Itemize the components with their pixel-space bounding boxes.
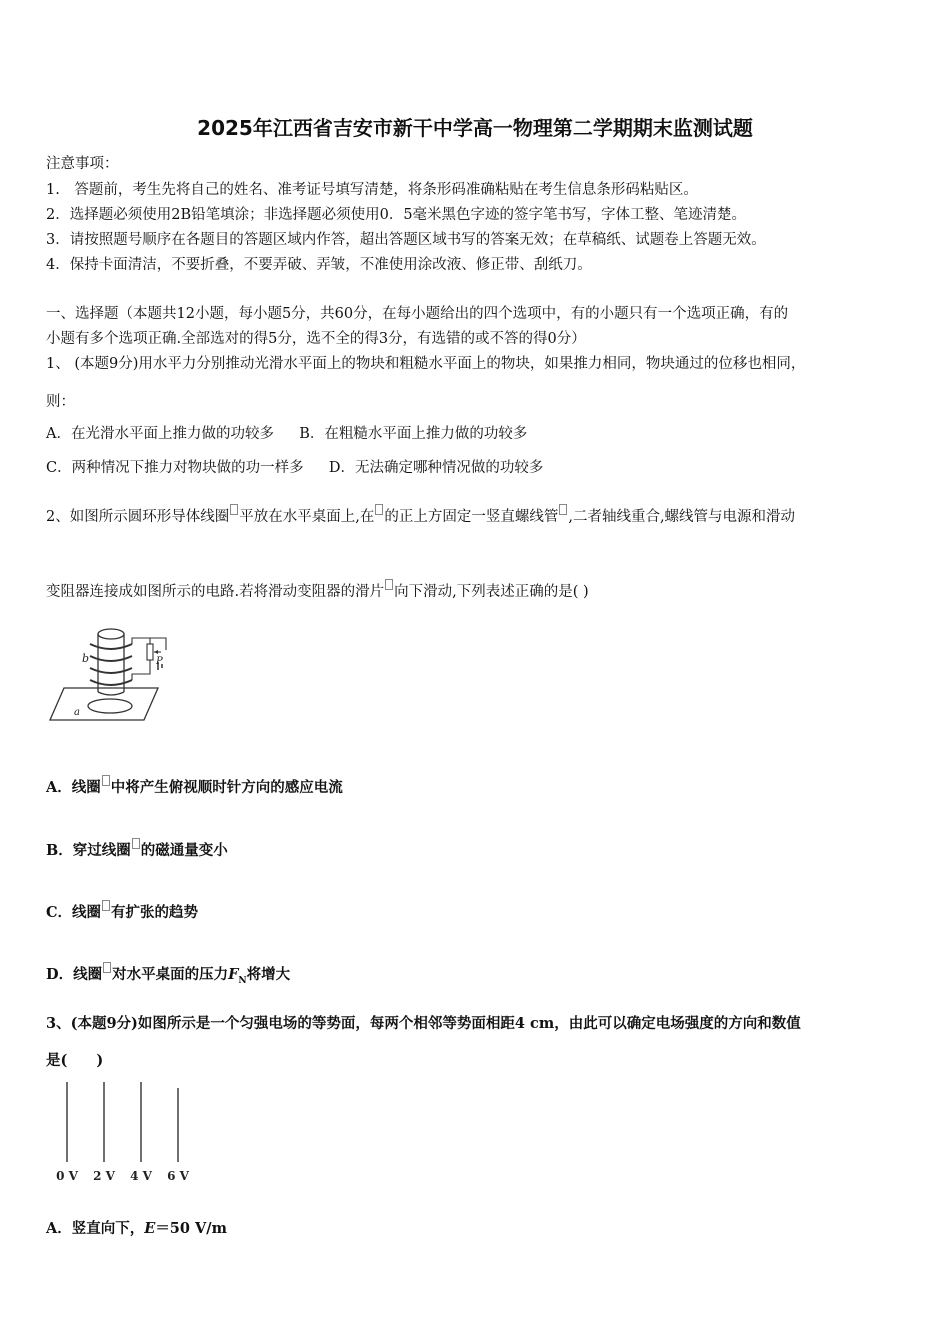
q1-stem: 则： xyxy=(46,394,75,410)
missing-glyph-box xyxy=(559,504,567,515)
potential-label: 6 V xyxy=(167,1169,189,1183)
slider-label-p: P xyxy=(156,656,163,667)
missing-glyph-box xyxy=(103,962,111,973)
q1-option-b: B．在粗糙水平面上推力做的功较多 xyxy=(299,426,528,442)
q1-stem: 1、 (本题9分)用水平力分别推动光滑水平面上的物块和粗糙水平面上的物块，如果推力相同，物块通过的位移也相同， xyxy=(46,356,806,372)
coil-label-b: b xyxy=(82,652,90,665)
q2-stem: 变阻器连接成如图所示的电路.若将滑动变阻器的滑片 向下滑动,下列表述正确的是( ) xyxy=(46,579,589,601)
q1-options-row xyxy=(46,456,543,477)
potential-label: 2 V xyxy=(93,1169,115,1183)
notice-item: 2．选择题必须使用2B铅笔填涂；非选择题必须使用0．5毫米黑色字迹的签字笔书写，字体工整、笔迹清楚。 xyxy=(46,207,747,223)
missing-glyph-box xyxy=(385,579,393,590)
notice-header: 注意事项： xyxy=(46,156,119,172)
section-instructions: 小题有多个选项正确.全部选对的得5分，选不全的得3分，有选错的或不答的得0分） xyxy=(46,331,586,347)
missing-glyph-box xyxy=(230,504,238,515)
solenoid-coil-figure xyxy=(48,620,178,725)
notice-item: 4．保持卡面清洁，不要折叠，不要弄破、弄皱，不准使用涂改液、修正带、刮纸刀。 xyxy=(46,257,592,273)
q2-option-d: D．线圈 对水平桌面的压力$F_N$将增大 xyxy=(46,962,290,986)
q3-stem: 3、(本题9分)如图所示是一个匀强电场的等势面，每两个相邻等势面相距4 cm，由此可以确定电场强度的方向和数值 xyxy=(46,1015,801,1032)
missing-glyph-box xyxy=(102,775,110,786)
potential-label: 4 V xyxy=(130,1169,152,1183)
potential-label: 0 V xyxy=(56,1169,78,1183)
missing-glyph-box xyxy=(375,504,383,515)
ring-label-a: a xyxy=(74,707,80,718)
notice-item: 1. 答题前，考生先将自己的姓名、准考证号填写清楚，将条形码准确粘贴在考生信息条形码粘贴区。 xyxy=(46,182,698,198)
notice-item: 3．请按照题号顺序在各题目的答题区域内作答，超出答题区域书写的答案无效；在草稿纸、试题卷上答题无效。 xyxy=(46,232,766,248)
q2-stem: 2、如图所示圆环形导体线圈 平放在水平桌面上,在 的正上方固定一竖直螺线管 ,二者轴线重合,螺线管与电源和滑动 xyxy=(46,504,795,526)
missing-glyph-box xyxy=(102,900,110,911)
q2-option-c: C．线圈 有扩张的趋势 xyxy=(46,900,198,922)
q1-option-c: C．两种情况下推力对物块做的功一样多 xyxy=(46,460,304,476)
q1-option-d: D．无法确定哪种情况做的功较多 xyxy=(328,460,544,476)
missing-glyph-box xyxy=(132,838,140,849)
q2-option-a: A．线圈 中将产生俯视顺时针方向的感应电流 xyxy=(46,775,343,797)
section-instructions: 一、选择题（本题共12小题，每小题5分，共60分，在每小题给出的四个选项中，有的小题只有一个选项正确，有的 xyxy=(46,306,789,322)
equipotential-figure xyxy=(50,1080,210,1185)
q1-option-a: A．在光滑水平面上推力做的功较多 xyxy=(46,426,274,442)
page-title: 2025年江西省吉安市新干中学高一物理第二学期期末监测试题 xyxy=(197,116,753,140)
q1-options-row xyxy=(46,422,527,443)
q3-option-a: A．竖直向下，E＝50 V/m xyxy=(46,1220,227,1237)
q2-option-b: B．穿过线圈 的磁通量变小 xyxy=(46,838,228,860)
q3-stem: 是( ) xyxy=(46,1052,104,1069)
